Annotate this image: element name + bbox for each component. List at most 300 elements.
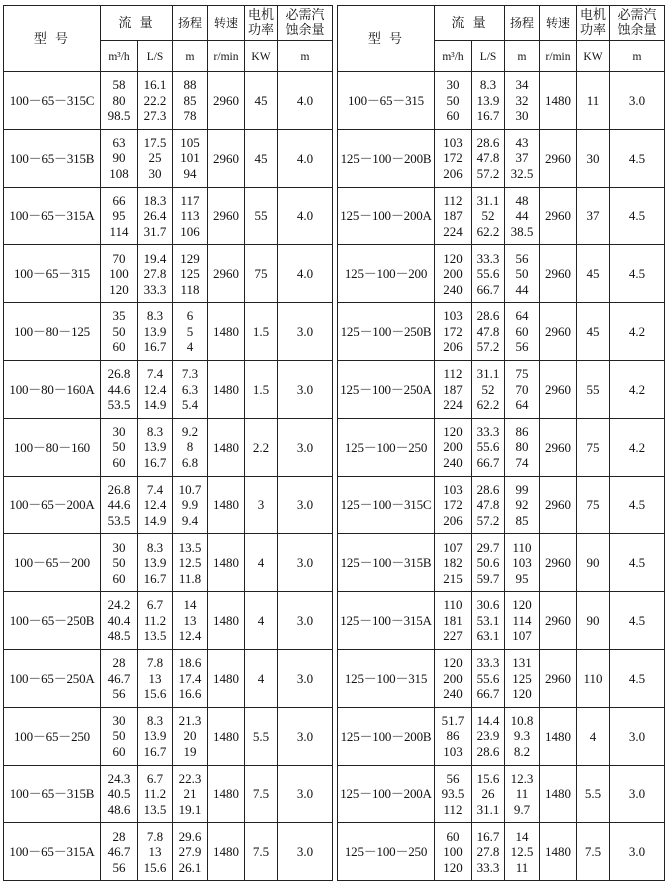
cell-ls-value: 13.9 bbox=[143, 728, 167, 744]
cell-m3h-value: 46.7 bbox=[107, 670, 131, 686]
cell-head-value: 86 bbox=[515, 423, 529, 439]
cell-ls-value: 28.6 bbox=[476, 134, 500, 150]
cell-ls-value: 33.3 bbox=[476, 250, 500, 266]
cell-power: 55 bbox=[577, 360, 610, 418]
header-npsh: 必需汽 蚀余量 bbox=[610, 6, 665, 41]
table-row bbox=[4, 72, 333, 130]
cell-power: 55 bbox=[245, 187, 278, 245]
cell-npsh: 3.0 bbox=[278, 707, 333, 765]
cell-model: 100－65－315 bbox=[4, 245, 101, 303]
cell-head-value: 11 bbox=[515, 786, 529, 802]
cell-head-value: 14 bbox=[515, 828, 529, 844]
unit-m3h: m³/h bbox=[101, 41, 138, 72]
cell-head bbox=[173, 592, 208, 650]
cell-ls-value: 13.9 bbox=[143, 323, 167, 339]
cell-head-value: 21 bbox=[183, 786, 197, 802]
cell-head bbox=[173, 707, 208, 765]
cell-m3h-value: 187 bbox=[443, 208, 463, 224]
cell-ls-value: 63.1 bbox=[476, 628, 500, 644]
cell-m3h-value: 35 bbox=[112, 308, 126, 324]
cell-head-value: 114 bbox=[512, 612, 532, 628]
cell-head-value: 12.5 bbox=[178, 555, 202, 571]
cell-m3h-value: 240 bbox=[443, 454, 463, 470]
table-row bbox=[338, 476, 665, 534]
cell-npsh: 3.0 bbox=[610, 72, 665, 130]
header-model: 型 号 bbox=[4, 6, 101, 72]
table-row bbox=[338, 187, 665, 245]
cell-head-value: 105 bbox=[180, 134, 200, 150]
cell-ls-value: 8.3 bbox=[146, 712, 164, 728]
cell-m3h-value: 181 bbox=[443, 612, 463, 628]
cell-m3h-value: 90 bbox=[112, 150, 126, 166]
cell-m3h bbox=[435, 476, 472, 534]
cell-m3h-value: 46.7 bbox=[107, 844, 131, 859]
cell-power: 7.5 bbox=[245, 765, 278, 823]
cell-power: 3 bbox=[245, 476, 278, 534]
cell-head-value: 70 bbox=[515, 381, 529, 397]
cell-npsh: 3.0 bbox=[278, 823, 333, 881]
cell-head-value: 9.3 bbox=[513, 728, 531, 744]
cell-power: 4 bbox=[245, 534, 278, 592]
cell-model: 125－100－250 bbox=[338, 823, 435, 881]
cell-npsh: 3.0 bbox=[610, 765, 665, 823]
cell-ls-value: 33.3 bbox=[476, 423, 500, 439]
cell-speed: 1480 bbox=[208, 649, 245, 707]
cell-m3h-value: 206 bbox=[443, 512, 463, 528]
cell-head-value: 12.3 bbox=[510, 770, 534, 786]
unit-power: KW bbox=[577, 41, 610, 72]
cell-ls-value: 52 bbox=[481, 208, 495, 224]
cell-m3h-value: 30 bbox=[446, 77, 460, 93]
cell-m3h-value: 24.2 bbox=[107, 597, 131, 613]
cell-ls-value: 11.2 bbox=[143, 786, 167, 802]
cell-ls bbox=[472, 476, 505, 534]
table-row bbox=[338, 765, 665, 823]
cell-power: 4 bbox=[245, 649, 278, 707]
cell-m3h-value: 40.5 bbox=[107, 786, 131, 802]
cell-head-value: 6.3 bbox=[181, 381, 199, 397]
cell-ls-value: 14.9 bbox=[143, 512, 167, 528]
cell-head-value: 38.5 bbox=[510, 223, 534, 239]
cell-power: 110 bbox=[577, 649, 610, 707]
cell-m3h bbox=[435, 303, 472, 361]
cell-m3h bbox=[101, 649, 138, 707]
cell-speed: 1480 bbox=[540, 823, 577, 881]
cell-power: 4 bbox=[577, 707, 610, 765]
cell-head-value: 26.1 bbox=[178, 859, 202, 875]
cell-model: 100－80－160 bbox=[4, 418, 101, 476]
cell-m3h-value: 206 bbox=[443, 165, 463, 181]
cell-head-value: 92 bbox=[515, 497, 529, 513]
cell-npsh: 3.0 bbox=[278, 649, 333, 707]
cell-ls-value: 29.7 bbox=[476, 539, 500, 555]
cell-head-value: 56 bbox=[515, 250, 529, 266]
cell-m3h-value: 51.7 bbox=[441, 712, 465, 728]
cell-ls-value: 30.6 bbox=[476, 597, 500, 613]
cell-head-value: 18.6 bbox=[178, 655, 202, 671]
cell-ls bbox=[138, 418, 173, 476]
cell-m3h-value: 26.8 bbox=[107, 366, 131, 382]
cell-head-value: 9.4 bbox=[181, 512, 199, 528]
cell-model: 100－65－200 bbox=[4, 534, 101, 592]
table-row bbox=[338, 592, 665, 650]
header-model: 型 号 bbox=[338, 6, 435, 72]
cell-ls bbox=[138, 592, 173, 650]
cell-m3h-value: 60 bbox=[112, 570, 126, 586]
cell-ls-value: 8.3 bbox=[146, 308, 164, 324]
cell-ls-value: 55.6 bbox=[476, 670, 500, 686]
cell-speed: 2960 bbox=[540, 476, 577, 534]
cell-m3h-value: 56 bbox=[446, 770, 460, 786]
cell-m3h-value: 86 bbox=[446, 728, 460, 744]
cell-head-value: 8.2 bbox=[513, 743, 531, 759]
cell-ls-value: 53.1 bbox=[476, 612, 500, 628]
cell-model: 125－100－315A bbox=[338, 592, 435, 650]
cell-model: 100－65－315 bbox=[338, 72, 435, 130]
cell-ls-value: 28.6 bbox=[476, 308, 500, 324]
cell-npsh: 4.5 bbox=[610, 534, 665, 592]
cell-m3h-value: 120 bbox=[443, 250, 463, 266]
cell-m3h-value: 24.3 bbox=[107, 770, 131, 786]
cell-m3h-value: 120 bbox=[109, 281, 129, 297]
cell-head-value: 12.4 bbox=[178, 628, 202, 644]
cell-m3h-value: 50 bbox=[446, 92, 460, 108]
table-row bbox=[4, 360, 333, 418]
cell-ls-value: 57.2 bbox=[476, 512, 500, 528]
cell-m3h-value: 58 bbox=[112, 77, 126, 93]
cell-ls bbox=[472, 72, 505, 130]
cell-m3h bbox=[435, 245, 472, 303]
cell-head-value: 129 bbox=[180, 250, 200, 266]
cell-ls bbox=[472, 534, 505, 592]
cell-m3h-value: 215 bbox=[443, 570, 463, 586]
cell-head bbox=[173, 649, 208, 707]
cell-ls-value: 12.4 bbox=[143, 497, 167, 513]
cell-head bbox=[173, 129, 208, 187]
cell-m3h-value: 182 bbox=[443, 555, 463, 571]
cell-m3h-value: 172 bbox=[443, 150, 463, 166]
cell-ls-value: 50.6 bbox=[476, 555, 500, 571]
cell-head bbox=[173, 476, 208, 534]
cell-m3h bbox=[101, 476, 138, 534]
cell-speed: 2960 bbox=[540, 534, 577, 592]
table-row bbox=[338, 649, 665, 707]
cell-ls-value: 31.1 bbox=[476, 366, 500, 382]
table-row bbox=[4, 418, 333, 476]
cell-npsh: 4.0 bbox=[278, 187, 333, 245]
unit-head: m bbox=[505, 41, 540, 72]
cell-m3h-value: 224 bbox=[443, 397, 463, 413]
cell-ls-value: 13 bbox=[148, 670, 162, 686]
cell-m3h-value: 200 bbox=[443, 439, 463, 455]
cell-npsh: 3.0 bbox=[278, 418, 333, 476]
cell-m3h bbox=[101, 129, 138, 187]
table-row bbox=[338, 129, 665, 187]
cell-m3h-value: 240 bbox=[443, 686, 463, 702]
table-row bbox=[4, 765, 333, 823]
cell-ls bbox=[472, 418, 505, 476]
cell-ls bbox=[138, 72, 173, 130]
cell-ls bbox=[472, 592, 505, 650]
table-row bbox=[338, 823, 665, 881]
cell-npsh: 4.0 bbox=[278, 72, 333, 130]
cell-m3h bbox=[435, 360, 472, 418]
cell-m3h-value: 112 bbox=[443, 801, 463, 817]
cell-m3h bbox=[101, 765, 138, 823]
cell-m3h-value: 95 bbox=[112, 208, 126, 224]
cell-model: 100－65－315A bbox=[4, 187, 101, 245]
cell-head-value: 17.4 bbox=[178, 670, 202, 686]
cell-power: 5.5 bbox=[245, 707, 278, 765]
cell-m3h bbox=[101, 534, 138, 592]
cell-m3h bbox=[435, 823, 472, 881]
cell-ls bbox=[472, 823, 505, 881]
cell-m3h-value: 227 bbox=[443, 628, 463, 644]
cell-ls-value: 22.2 bbox=[143, 92, 167, 108]
cell-power: 45 bbox=[245, 72, 278, 130]
cell-head-value: 32.5 bbox=[510, 165, 534, 181]
cell-m3h-value: 66 bbox=[112, 192, 126, 208]
cell-ls-value: 33.3 bbox=[143, 281, 167, 297]
unit-m3h: m³/h bbox=[435, 41, 472, 72]
cell-head-value: 21.3 bbox=[178, 712, 202, 728]
cell-head-value: 56 bbox=[515, 339, 529, 355]
table-row bbox=[4, 245, 333, 303]
cell-npsh: 3.0 bbox=[278, 534, 333, 592]
cell-ls-value: 27.8 bbox=[143, 266, 167, 282]
cell-head-value: 12.5 bbox=[510, 844, 534, 859]
cell-head bbox=[505, 418, 540, 476]
cell-ls-value: 15.6 bbox=[476, 770, 500, 786]
cell-m3h-value: 28 bbox=[112, 655, 126, 671]
cell-npsh: 4.5 bbox=[610, 476, 665, 534]
cell-ls-value: 8.3 bbox=[146, 539, 164, 555]
cell-ls-value: 7.8 bbox=[146, 655, 164, 671]
cell-ls-value: 7.4 bbox=[146, 366, 164, 382]
table-row bbox=[338, 534, 665, 592]
cell-power: 11 bbox=[577, 72, 610, 130]
cell-head-value: 20 bbox=[183, 728, 197, 744]
cell-power: 4 bbox=[245, 592, 278, 650]
cell-npsh: 4.5 bbox=[610, 245, 665, 303]
cell-head bbox=[505, 592, 540, 650]
cell-speed: 1480 bbox=[540, 765, 577, 823]
cell-model: 125－100－315C bbox=[338, 476, 435, 534]
cell-head bbox=[505, 823, 540, 881]
cell-m3h bbox=[435, 592, 472, 650]
cell-head bbox=[173, 823, 208, 881]
cell-ls-value: 12.4 bbox=[143, 381, 167, 397]
cell-ls bbox=[472, 129, 505, 187]
cell-ls-value: 55.6 bbox=[476, 266, 500, 282]
cell-head-value: 99 bbox=[515, 481, 529, 497]
cell-ls bbox=[472, 360, 505, 418]
pump-table-left bbox=[3, 5, 333, 881]
cell-m3h bbox=[101, 418, 138, 476]
cell-head-value: 50 bbox=[515, 266, 529, 282]
cell-m3h-value: 30 bbox=[112, 423, 126, 439]
cell-m3h-value: 60 bbox=[112, 743, 126, 759]
cell-npsh: 4.0 bbox=[278, 245, 333, 303]
cell-head-value: 44 bbox=[515, 281, 529, 297]
cell-head-value: 48 bbox=[515, 192, 529, 208]
cell-m3h-value: 120 bbox=[443, 423, 463, 439]
cell-ls-value: 23.9 bbox=[476, 728, 500, 744]
cell-head bbox=[505, 245, 540, 303]
cell-m3h-value: 172 bbox=[443, 497, 463, 513]
cell-head-value: 10.8 bbox=[510, 712, 534, 728]
cell-head-value: 30 bbox=[515, 108, 529, 124]
cell-ls-value: 8.3 bbox=[479, 77, 497, 93]
header-flow: 流 量 bbox=[101, 6, 173, 41]
cell-ls-value: 59.7 bbox=[476, 570, 500, 586]
cell-m3h-value: 63 bbox=[112, 134, 126, 150]
cell-m3h bbox=[101, 303, 138, 361]
cell-head-value: 6.8 bbox=[181, 454, 199, 470]
cell-head bbox=[505, 649, 540, 707]
cell-npsh: 3.0 bbox=[610, 823, 665, 881]
cell-head-value: 44 bbox=[515, 208, 529, 224]
unit-ls: L/S bbox=[472, 41, 505, 72]
cell-m3h-value: 80 bbox=[112, 92, 126, 108]
cell-m3h-value: 100 bbox=[109, 266, 129, 282]
cell-ls-value: 13 bbox=[148, 844, 162, 859]
cell-model: 100－65－250B bbox=[4, 592, 101, 650]
cell-head bbox=[505, 707, 540, 765]
cell-ls-value: 16.1 bbox=[143, 77, 167, 93]
cell-npsh: 3.0 bbox=[278, 360, 333, 418]
cell-power: 90 bbox=[577, 534, 610, 592]
cell-head bbox=[505, 187, 540, 245]
cell-power: 7.5 bbox=[245, 823, 278, 881]
cell-m3h-value: 112 bbox=[443, 366, 463, 382]
cell-m3h bbox=[435, 129, 472, 187]
cell-ls-value: 16.7 bbox=[143, 743, 167, 759]
cell-power: 45 bbox=[245, 129, 278, 187]
cell-model: 100－65－200A bbox=[4, 476, 101, 534]
cell-m3h-value: 240 bbox=[443, 281, 463, 297]
table-row bbox=[4, 476, 333, 534]
cell-head-value: 64 bbox=[515, 308, 529, 324]
cell-model: 125－100－200 bbox=[338, 245, 435, 303]
cell-speed: 1480 bbox=[540, 72, 577, 130]
cell-m3h-value: 26.8 bbox=[107, 481, 131, 497]
cell-head bbox=[173, 187, 208, 245]
cell-head-value: 4 bbox=[186, 339, 194, 355]
cell-speed: 2960 bbox=[540, 418, 577, 476]
cell-m3h bbox=[101, 187, 138, 245]
cell-head-value: 107 bbox=[512, 628, 532, 644]
cell-head bbox=[505, 129, 540, 187]
cell-head-value: 11.8 bbox=[178, 570, 202, 586]
header-speed: 转速 bbox=[540, 6, 577, 41]
cell-ls-value: 13.9 bbox=[476, 92, 500, 108]
header-head: 扬程 bbox=[173, 6, 208, 41]
table-row bbox=[338, 72, 665, 130]
cell-head-value: 120 bbox=[512, 597, 532, 613]
cell-npsh: 4.2 bbox=[610, 418, 665, 476]
cell-head-value: 10.7 bbox=[178, 481, 202, 497]
header-power: 电机 功率 bbox=[577, 6, 610, 41]
cell-m3h-value: 50 bbox=[112, 728, 126, 744]
cell-ls-value: 62.2 bbox=[476, 223, 500, 239]
cell-model: 125－100－250B bbox=[338, 303, 435, 361]
cell-ls-value: 14.9 bbox=[143, 397, 167, 413]
cell-speed: 1480 bbox=[208, 592, 245, 650]
table-row bbox=[4, 534, 333, 592]
cell-m3h-value: 56 bbox=[112, 686, 126, 702]
cell-model: 125－100－200A bbox=[338, 187, 435, 245]
cell-m3h-value: 114 bbox=[109, 223, 129, 239]
cell-speed: 1480 bbox=[208, 418, 245, 476]
table-body bbox=[4, 72, 333, 881]
cell-head-value: 5.4 bbox=[181, 397, 199, 413]
cell-m3h-value: 110 bbox=[443, 597, 463, 613]
cell-head-value: 32 bbox=[515, 92, 529, 108]
cell-head-value: 80 bbox=[515, 439, 529, 455]
cell-head-value: 13 bbox=[183, 612, 197, 628]
cell-speed: 2960 bbox=[208, 187, 245, 245]
cell-ls bbox=[138, 476, 173, 534]
cell-power: 45 bbox=[577, 303, 610, 361]
cell-m3h-value: 50 bbox=[112, 555, 126, 571]
cell-ls-value: 28.6 bbox=[476, 481, 500, 497]
cell-head bbox=[173, 418, 208, 476]
cell-power: 75 bbox=[245, 245, 278, 303]
cell-npsh: 4.5 bbox=[610, 187, 665, 245]
header-npsh: 必需汽 蚀余量 bbox=[278, 6, 333, 41]
cell-ls-value: 66.7 bbox=[476, 454, 500, 470]
table-row bbox=[4, 129, 333, 187]
cell-head-value: 14 bbox=[183, 597, 197, 613]
cell-ls-value: 55.6 bbox=[476, 439, 500, 455]
cell-power: 30 bbox=[577, 129, 610, 187]
cell-head-value: 60 bbox=[515, 323, 529, 339]
cell-ls bbox=[138, 245, 173, 303]
cell-head bbox=[173, 765, 208, 823]
cell-head-value: 101 bbox=[180, 150, 200, 166]
cell-model: 125－100－250A bbox=[338, 360, 435, 418]
cell-head-value: 75 bbox=[515, 366, 529, 382]
cell-head-value: 22.3 bbox=[178, 770, 202, 786]
cell-npsh: 4.5 bbox=[610, 592, 665, 650]
cell-m3h-value: 53.5 bbox=[107, 512, 131, 528]
cell-m3h-value: 200 bbox=[443, 670, 463, 686]
cell-head-value: 120 bbox=[512, 686, 532, 702]
cell-speed: 2960 bbox=[208, 72, 245, 130]
cell-m3h-value: 100 bbox=[443, 844, 463, 859]
cell-m3h-value: 187 bbox=[443, 381, 463, 397]
header-flow: 流 量 bbox=[435, 6, 505, 41]
cell-m3h-value: 103 bbox=[443, 308, 463, 324]
table-header bbox=[338, 6, 665, 72]
cell-ls bbox=[472, 649, 505, 707]
table-row bbox=[4, 592, 333, 650]
cell-m3h bbox=[435, 707, 472, 765]
cell-m3h bbox=[101, 360, 138, 418]
cell-m3h-value: 40.4 bbox=[107, 612, 131, 628]
cell-ls-value: 6.7 bbox=[146, 770, 164, 786]
cell-model: 100－80－160A bbox=[4, 360, 101, 418]
cell-m3h-value: 50 bbox=[112, 439, 126, 455]
cell-head-value: 125 bbox=[512, 670, 532, 686]
table-row bbox=[338, 245, 665, 303]
cell-head-value: 29.6 bbox=[178, 828, 202, 844]
cell-m3h-value: 48.5 bbox=[107, 628, 131, 644]
cell-power: 1.5 bbox=[245, 303, 278, 361]
cell-head bbox=[505, 72, 540, 130]
unit-head: m bbox=[173, 41, 208, 72]
